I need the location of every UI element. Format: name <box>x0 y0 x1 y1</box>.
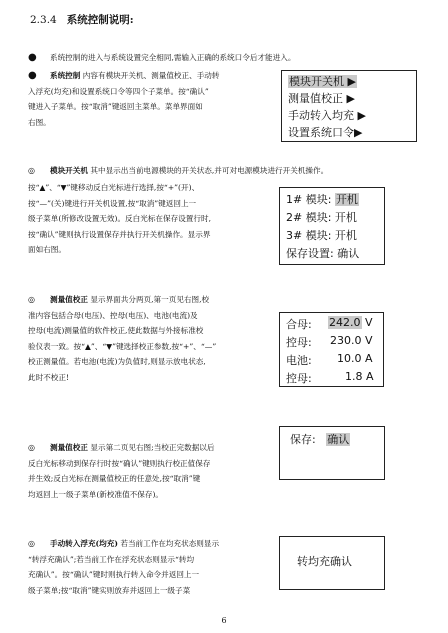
paragraph-line: 并生效;反白光标在测量值校正的任意处,按“取消”键 <box>28 474 201 483</box>
paragraph-line: 校正测量值。若电池(电流)为负值时,则显示放电状态, <box>28 357 206 366</box>
paragraph-line: 入浮充(均充)和设置系统口令等四个子菜单。按“确认” <box>28 86 209 96</box>
float-confirm-text: 转均充确认 <box>297 555 352 568</box>
menu-item-measure-correct: 测量值校正 ▶ <box>288 92 355 105</box>
module-1-status: 开机 <box>335 193 358 206</box>
bullet-circle: ◎ <box>28 539 35 548</box>
save-setting-value: 确认 <box>337 247 360 260</box>
paragraph-line: “转浮充确认”;若当前工作在浮充状态则显示“转均 <box>28 554 195 564</box>
section-number: 2.3.4 <box>30 14 57 26</box>
save-box <box>279 426 385 480</box>
control-current-value: 1.8 <box>345 370 363 383</box>
module-1-row: 1# 模块: 开机 <box>286 193 358 206</box>
paragraph-line: 面如右图。 <box>28 245 66 254</box>
paragraph-line: 准内容包括合母(电压)、控母(电压)、电池(电流)及 <box>28 310 198 320</box>
menu-item-manual-equalize: 手动转入均充 ▶ <box>288 109 366 122</box>
control-voltage-value: 230.0 <box>330 334 362 347</box>
bullet-circle: ◎ <box>28 443 35 452</box>
measure-row-battery-current: 电池: <box>286 354 312 367</box>
bullet-dot: ● <box>28 70 37 81</box>
save-row: 保存: 确认 <box>290 433 350 446</box>
paragraph-measure-correct-2 <box>28 440 274 502</box>
battery-current-value: 10.0 <box>337 352 362 365</box>
paragraph-line: 显示第二页见右图;当校正完数据以后 <box>90 443 215 452</box>
measure-row-control-current: 控母: <box>286 372 312 385</box>
module-2-row: 2# 模块: 开机 <box>286 211 357 224</box>
section-heading <box>30 12 134 27</box>
term-measure-correct: 测量值校正 <box>50 295 88 304</box>
control-current-unit: A <box>366 370 374 383</box>
control-voltage-unit: V <box>365 334 373 347</box>
float-confirm-box <box>279 536 385 590</box>
paragraph-line: 内容有模块开关机、测量值校正、手动转 <box>82 71 220 80</box>
paragraph-line: 级子菜单(所修改设置无效)。反白光标在保存设置行时, <box>28 214 211 223</box>
menu-item-set-password: 设置系统口令▶ <box>288 126 363 139</box>
paragraph-line: 级子菜单;按“取消”键实则放弃并返回上一级子菜 <box>28 585 191 595</box>
term-system-control: 系统控制 <box>50 71 81 80</box>
paragraph-system-entry <box>28 50 423 66</box>
measure-row-control-voltage: 控母: <box>286 336 312 349</box>
paragraph-line: 按“确认”键则执行设置保存并执行开关机操作。显示界 <box>28 229 211 239</box>
system-control-menu-box <box>281 70 417 142</box>
bus-voltage-value: 242.0 <box>329 316 361 329</box>
module-switch-box <box>279 187 385 265</box>
paragraph-line: 控母(电流)测量值的软件校正,使此数据与外接标准校 <box>28 326 204 335</box>
paragraph-line: 按“—”(关)键进行开关机设置,按“取消”键返回上一 <box>28 198 197 208</box>
module-3-status: 开机 <box>334 229 357 242</box>
save-confirm-value: 确认 <box>327 433 350 446</box>
module-3-row: 3# 模块: 开机 <box>286 229 357 242</box>
paragraph-line: 显示界面共分两页,第一页见右图,校 <box>90 295 210 304</box>
menu-item-module-switch: 模块开关机 ▶ <box>289 75 356 88</box>
save-setting-row: 保存设置: 确认 <box>286 247 360 260</box>
bus-voltage-unit: V <box>365 316 373 329</box>
module-2-status: 开机 <box>334 211 357 224</box>
measure-values-box <box>279 312 384 387</box>
measure-row-bus-voltage: 合母: <box>286 318 312 331</box>
section-title: 系统控制说明: <box>66 14 134 26</box>
paragraph-text: 系统控制的进入与系统设置完全相同,需输入正确的系统口令后才能进入。 <box>50 53 296 62</box>
paragraph-line: 此时不校正! <box>28 372 70 382</box>
paragraph-measure-correct-1 <box>28 292 274 385</box>
paragraph-manual-float <box>28 536 274 598</box>
bullet-dot: ● <box>28 52 37 63</box>
paragraph-line: 键进入子菜单。按“取消”键返回主菜单。菜单界面如 <box>28 102 203 111</box>
paragraph-line: 反白光标移动到保存行时按“确认”键则执行校正值保存 <box>28 458 211 468</box>
page-number: 6 <box>221 616 227 625</box>
paragraph-system-control <box>28 68 274 130</box>
paragraph-line: 均返回上一级子菜单(新校准值不保存)。 <box>28 489 164 499</box>
paragraph-line: 验仪表一致。按“▲”、“▼”键选择校正参数,按“+”、“—” <box>28 341 217 351</box>
paragraph-module-switch-body <box>28 180 274 258</box>
bullet-circle: ◎ <box>28 295 35 304</box>
term-measure-correct: 测量值校正 <box>50 443 88 452</box>
paragraph-line: 充确认”。按“确认”键时则执行转入命令并返回上一 <box>28 570 200 579</box>
term-manual-float: 手动转入浮充(均充) <box>50 539 118 548</box>
paragraph-line: 右图。 <box>28 117 51 127</box>
paragraph-line: 按“▲”、“▼”键移动反白光标进行选择,按“+”(开)、 <box>28 183 200 192</box>
paragraph-module-switch <box>28 163 423 179</box>
term-module-switch: 模块开关机 <box>50 166 88 175</box>
paragraph-line: 若当前工作在均充状态则显示 <box>120 539 220 548</box>
battery-current-unit: A <box>365 352 373 365</box>
bullet-circle: ◎ <box>28 166 35 175</box>
paragraph-line: 其中显示出当前电源模块的开关状态,并可对电源模块进行开关机操作。 <box>90 166 329 175</box>
